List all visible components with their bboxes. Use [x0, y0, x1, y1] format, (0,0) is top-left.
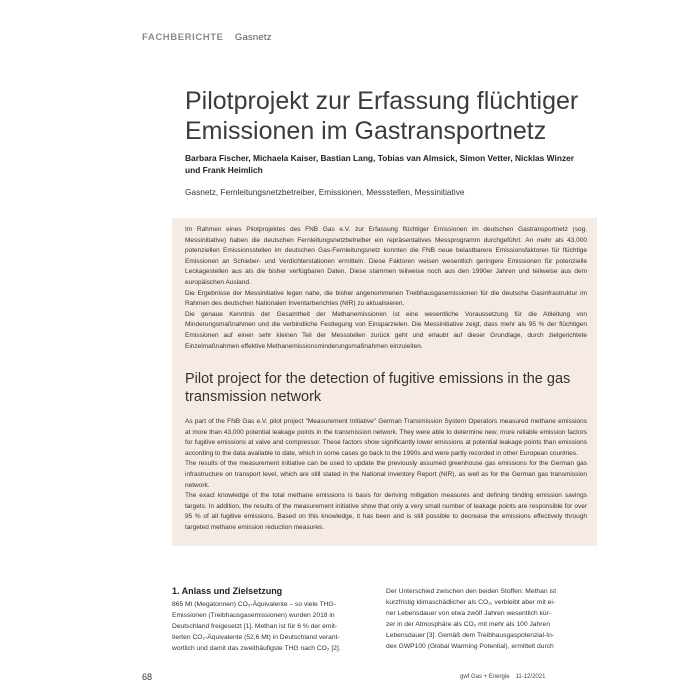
subsection-label: Gasnetz: [234, 32, 272, 43]
abstract-de-paragraph: Im Rahmen eines Pilotprojektes des FNB Gas e.V. zur Erfassung flüchtiger Emissionen im deutschen Gastransportnetz (sog. Messinitiative) haben die deutschen Fernleitungsnetzbetreiber ein repräsentatives Messprogramm durchgeführt. An mehr als 43.000 potenziellen Emissionsstellen im deutschen Gas-Fernleitungsnetz konnten die FNB neue belastbarere Emissionsfaktoren für flüchtige Emissionen an Schieber- und Verdichterstationen ermitteln. Diese Faktoren weisen wesentlich geringere Emissionen für potenzielle Leckagestellen aus als die bisher verfügbaren Daten. Diese stammen teilweise noch aus den 1990er Jahren und teilweise aus dem europäischen Ausland.: [185, 226, 587, 286]
page-number: 68: [142, 672, 153, 682]
abstract-de-paragraph: Die Ergebnisse der Messinitiative legen nahe, die bisher angenommenen Treibhausgasemissionen für die deutsche Gasinfrastruktur im Rahmen des deutschen Nationalen Inventarberichtes (NIR) zu aktualisieren.: [185, 289, 587, 308]
section-heading: 1. Anlass und Zielsetzung: [172, 586, 283, 596]
abstract-de-paragraph: Die genaue Kenntnis der Gesamtheit der Methanemissionen ist eine wesentliche Voraussetzung für die Ableitung von Minderungsmaßnahmen und die verbindliche Festlegung von Einsparzielen. Die Messinitiative zeigt, dass mehr als 95 % der flüchtigen Emissionen auf einen sehr kleinen Teil der Messstellen zurück geht und erlaubt auf dieser Grundlage, durch zielgerichtete Einzelmaßnahmen effektive Methanemissionsminderungsmaßnahmen einzuleiten.: [185, 310, 587, 350]
abstract-en-paragraph: The exact knowledge of the total methane emissions is basis for deriving mitigation measures and defining binding emission savings targets. In addition, the results of the measurement initiative show that only a very small number of leakage points are responsible for over 95 % of all fugitive emissions. Based on this knowledge, it has been and is still possible to decrease the emissions effectively through targeted methane emission reduction measures.: [185, 492, 587, 531]
body-column-right: Der Unterschied zwischen den beiden Stoffen: Methan ist kurzfristig klimaschädlicher als CO₂, verbleibt aber mit ei- ner Lebensdauer von etwa zwölf Jahren wesentlich kür- zer in der Atmosphäre als CO₂ mit mehr als 100 Jahren Lebensdauer [3]. Gemäß dem Treibhausgaspotenzial-In- dex GWP100 (Global Warming Potential), ermittelt durch: [386, 588, 557, 650]
journal-name: gwf Gas + Energie: [460, 674, 510, 680]
abstract-german: [185, 225, 587, 352]
section-label: FACHBERICHTE: [142, 32, 224, 43]
body-column-left: 865 Mt (Megatonnen) CO₂-Äquivalente – so viele THG- Emissionen (Treibhausgasemissionen) wurden 2018 in Deutschland freigesetzt [1]. Methan ist für 6 % der emit- tierten CO₂-Äquivalente (52,6 Mt) in Deutschland verant- wortlich und damit das zweithäufigste THG nach CO₂ [2].: [172, 601, 341, 652]
keyword-list: Gasnetz, Fernleitungsnetzbetreiber, Emissionen, Messstellen, Messinitiative: [185, 187, 465, 197]
abstract-en-paragraph: As part of the FNB Gas e.V. pilot project "Measurement Initiative" German Transmission System Operators measured methane emissions at more than 43,000 potential leakage points in the transmission network. They were able to determine new, more reliable emission factors for fugitive emissions at valve and compressor. These factors show significantly lower emissions at potential leakage points than emissions according to the data available to date, which in some cases go back to the 1990s and were partly recorded in other European countries.: [185, 418, 587, 457]
journal-issue: 11-12/2021: [515, 674, 546, 680]
abstract-english: [185, 417, 587, 534]
abstract-en-paragraph: The results of the measurement initiative can be used to update the previously assumed greenhouse gas emissions for the German gas infrastructure on transport level, which are still stated in the National Inventory Report (NIR), as well as for the German gas transmission network.: [185, 460, 587, 489]
author-list: Barbara Fischer, Michaela Kaiser, Bastian Lang, Tobias van Almsick, Simon Vetter, Nicklas Winzer und Frank Heimlich: [185, 153, 575, 175]
article-title: Pilotprojekt zur Erfassung flüchtiger Emissionen im Gastransportnetz: [185, 87, 579, 145]
running-header: [142, 32, 272, 43]
english-title: Pilot project for the detection of fugitive emissions in the gas transmission network: [185, 371, 571, 405]
journal-footer: [460, 674, 545, 680]
